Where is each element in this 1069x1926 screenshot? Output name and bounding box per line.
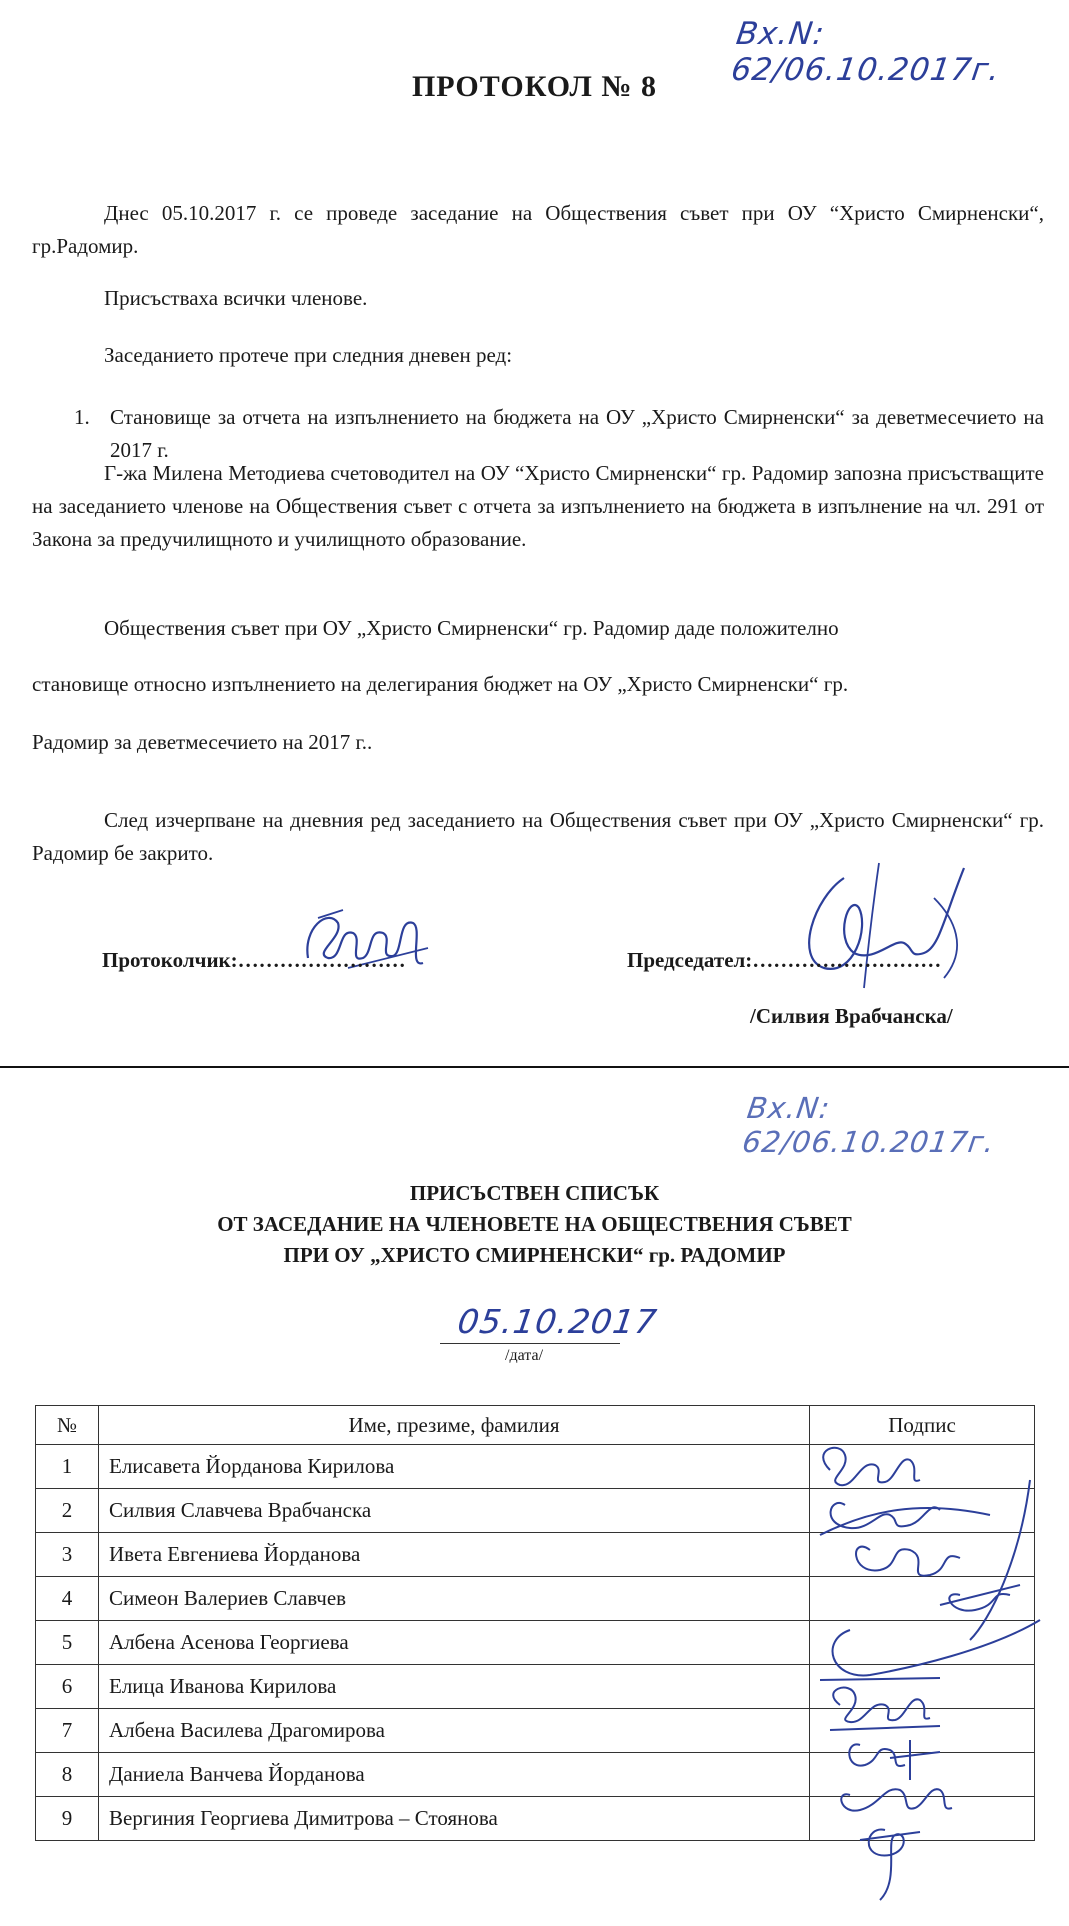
column-header-name: Име, презиме, фамилия	[99, 1406, 810, 1445]
member-name: Албена Асенова Георгиева	[99, 1621, 810, 1665]
paragraph-date: Днес 05.10.2017 г. се проведе заседание на Обществения съвет при ОУ “Христо Смирненски“, гр.Радомир.	[32, 201, 1044, 258]
chair-label: Председател:………………………	[627, 948, 942, 972]
paragraph-opinion-line1: Обществения съвет при ОУ „Христо Смирненски“ гр. Радомир даде положително	[104, 616, 839, 640]
row-number: 8	[36, 1753, 99, 1797]
member-name: Елица Иванова Кирилова	[99, 1665, 810, 1709]
date-underline	[440, 1343, 620, 1344]
member-name: Даниела Ванчева Йорданова	[99, 1753, 810, 1797]
incoming-number-stamp-bottom: Вх.N: 62/06.10.2017г.	[740, 1091, 998, 1159]
chair-name: /Силвия Врабчанска/	[750, 1004, 953, 1028]
page-divider	[0, 1066, 1069, 1068]
row-number: 6	[36, 1665, 99, 1709]
paragraph-agenda-intro: Заседанието протече при следния дневен ред:	[104, 343, 513, 367]
column-header-signature: Подпис	[810, 1406, 1035, 1445]
row-number: 2	[36, 1489, 99, 1533]
paragraph-report: Г-жа Милена Методиева счетоводител на ОУ “Христо Смирненски“ гр. Радомир запозна присъстващите на заседанието членове на Обществения съвет с отчета за изпълнението на бюджета в изпълнение на чл. 291 от Закона за предучилищното и училищното образование.	[32, 461, 1044, 551]
paragraph-attendance: Присъстваха всички членове.	[104, 286, 368, 310]
table-header-row	[36, 1406, 1035, 1445]
date-caption: /дата/	[505, 1347, 544, 1364]
member-name: Ивета Евгениева Йорданова	[99, 1533, 810, 1577]
column-header-number: №	[36, 1406, 99, 1445]
paragraph-closing: След изчерпване на дневния ред заседанието на Обществения съвет при ОУ „Христо Смирненски“ гр. Радомир бе закрито.	[32, 808, 1044, 865]
paragraph-opinion-line3: Радомир за деветмесечието на 2017 г..	[32, 730, 373, 754]
row-number: 9	[36, 1797, 99, 1841]
protocol-title: ПРОТОКОЛ № 8	[411, 70, 658, 103]
agenda-item-text: Становище за отчета на изпълнението на бюджета на ОУ „Христо Смирненски“ за деветмесечието на 2017 г.	[110, 405, 1044, 462]
agenda-item-number: 1.	[74, 405, 90, 429]
incoming-number-stamp-top: Вх.N: 62/06.10.2017г.	[728, 16, 1003, 88]
member-name: Силвия Славчева Врабчанска	[99, 1489, 810, 1533]
recorder-label: Протоколчик:……………………	[102, 948, 406, 972]
member-name: Албена Василева Драгомирова	[99, 1709, 810, 1753]
row-number: 1	[36, 1445, 99, 1489]
member-signatures	[790, 1440, 1050, 1910]
row-number: 3	[36, 1533, 99, 1577]
member-name: Елисавета Йорданова Кирилова	[99, 1445, 810, 1489]
row-number: 7	[36, 1709, 99, 1753]
paragraph-opinion-line2: становище относно изпълнението на делегирания бюджет на ОУ „Христо Смирненски“ гр.	[32, 672, 849, 696]
attendance-heading-line2: ОТ ЗАСЕДАНИЕ НА ЧЛЕНОВЕТЕ НА ОБЩЕСТВЕНИЯ СЪВЕТ	[217, 1212, 852, 1236]
row-number: 5	[36, 1621, 99, 1665]
chair-signature	[784, 858, 984, 998]
attendance-heading-line1: ПРИСЪСТВЕН СПИСЪК	[409, 1181, 660, 1205]
member-name: Симеон Валериев Славчев	[99, 1577, 810, 1621]
attendance-heading-line3: ПРИ ОУ „ХРИСТО СМИРНЕНСКИ“ гр. РАДОМИР	[283, 1243, 786, 1267]
attendance-date-handwritten: 05.10.2017	[455, 1302, 660, 1341]
member-name: Вергиния Георгиева Димитрова – Стоянова	[99, 1797, 810, 1841]
row-number: 4	[36, 1577, 99, 1621]
